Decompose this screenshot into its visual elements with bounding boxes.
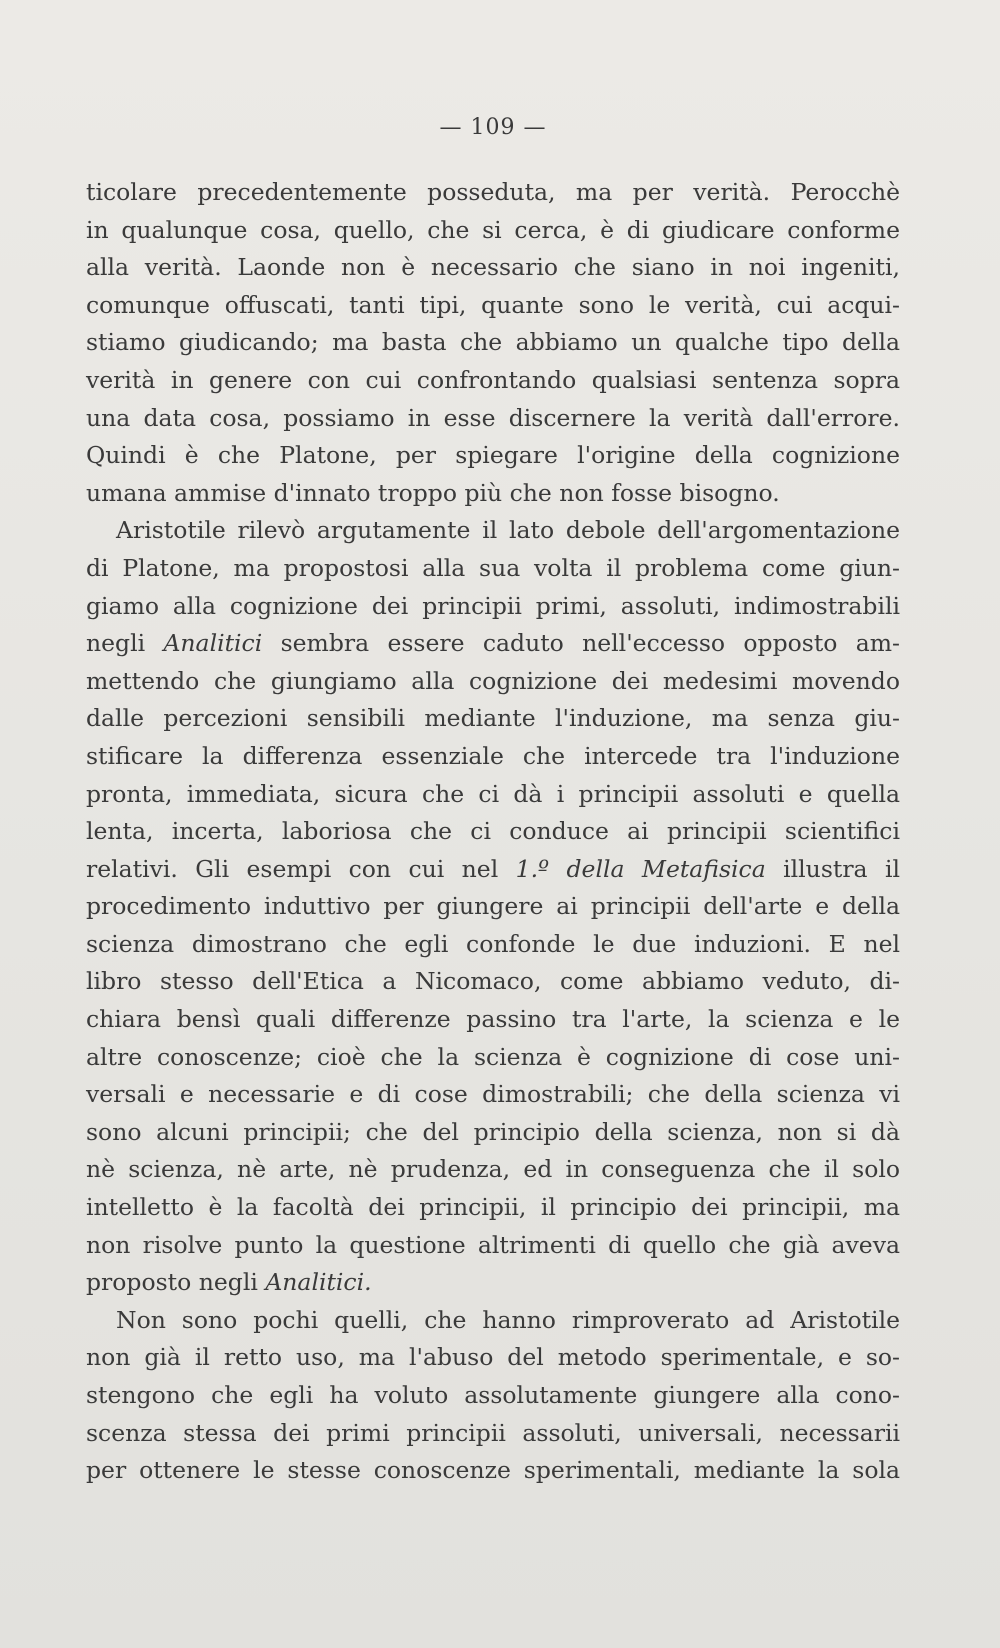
italic-title: 1.º della Metafisica xyxy=(515,854,766,883)
text-line: nè scienza, nè arte, nè prudenza, ed in conseguenza che il solo xyxy=(86,1155,900,1184)
text-line: pronta, immediata, sicura che ci dà i principii assoluti e quella xyxy=(86,779,900,808)
text-line: intelletto è la facoltà dei principii, il principio dei principii, ma xyxy=(86,1193,900,1222)
text-line: non risolve punto la questione altrimenti di quello che già aveva xyxy=(86,1230,900,1259)
text-run: illustra il xyxy=(765,854,900,883)
text-line: stificare la differenza essenziale che intercede tra l'induzione xyxy=(86,741,900,770)
text-line: stengono che egli ha voluto assolutamente giungere alla cono- xyxy=(86,1381,900,1409)
text-line: versali e necessarie e di cose dimostrabili; che della scienza vi xyxy=(86,1080,900,1109)
text-line: Quindi è che Platone, per spiegare l'origine della cognizione xyxy=(86,441,900,470)
text-line: lenta, incerta, laboriosa che ci conduce ai principii scientifici xyxy=(86,817,900,846)
text-line: altre conoscenze; cioè che la scienza è cognizione di cose uni- xyxy=(86,1042,900,1071)
text-line: chiara bensì quali differenze passino tra l'arte, la scienza e le xyxy=(86,1005,900,1034)
text-line: stiamo giudicando; ma basta che abbiamo un qualche tipo della xyxy=(86,328,900,357)
text-line: per ottenere le stesse conoscenze sperimentali, mediante la sola xyxy=(86,1456,900,1485)
paragraph-2 xyxy=(86,512,900,1301)
text-line: Aristotile rilevò argutamente il lato debole dell'argomentazione xyxy=(116,516,900,545)
text-line: in qualunque cosa, quello, che si cerca, è di giudicare conforme xyxy=(86,215,900,244)
italic-title: Analitici xyxy=(163,629,263,658)
text-line: umana ammise d'innato troppo più che non fosse bisogno. xyxy=(86,478,780,507)
text-line: di Platone, ma propostosi alla sua volta il problema come giun- xyxy=(86,553,900,582)
text-run: relativi. Gli esempi con cui nel xyxy=(86,854,516,883)
page-number: — 109 — xyxy=(439,115,547,140)
text-line: non già il retto uso, ma l'abuso del metodo sperimentale, e so- xyxy=(86,1343,900,1372)
text-line: giamo alla cognizione dei principii primi, assoluti, indimostrabili xyxy=(86,591,900,620)
italic-title: Analitici. xyxy=(265,1268,372,1297)
text-line: una data cosa, possiamo in esse discernere la verità dall'errore. xyxy=(86,403,900,432)
paragraph-1 xyxy=(86,174,900,512)
paragraph-3 xyxy=(86,1302,900,1490)
text-line: scienza dimostrano che egli confonde le due induzioni. E nel xyxy=(86,929,900,958)
text-line: alla verità. Laonde non è necessario che siano in noi ingeniti, xyxy=(86,253,900,282)
text-line-with-italic xyxy=(86,851,900,889)
text-line: scenza stessa dei primi principii assoluti, universali, necessarii xyxy=(86,1418,900,1447)
text-line: comunque offuscati, tanti tipi, quante sono le verità, cui acqui- xyxy=(86,290,900,319)
text-line: ticolare precedentemente posseduta, ma per verità. Perocchè xyxy=(86,178,900,206)
text-run: sembra essere caduto nell'eccesso opposto am- xyxy=(262,629,900,658)
text-line: mettendo che giungiamo alla cognizione dei medesimi movendo xyxy=(86,666,900,695)
text-line-with-italic xyxy=(86,625,900,663)
text-line-with-italic xyxy=(86,1264,900,1302)
text-run: proposto negli xyxy=(86,1268,266,1297)
text-line: Non sono pochi quelli, che hanno rimproverato ad Aristotile xyxy=(116,1305,900,1334)
text-run: negli xyxy=(86,629,164,658)
text-line: procedimento induttivo per giungere ai principii dell'arte e della xyxy=(86,892,900,921)
text-line: verità in genere con cui confrontando qualsiasi sentenza sopra xyxy=(86,365,900,394)
text-line: dalle percezioni sensibili mediante l'induzione, ma senza giu- xyxy=(86,704,900,733)
text-line: sono alcuni principii; che del principio della scienza, non si dà xyxy=(86,1117,900,1146)
text-line: libro stesso dell'Etica a Nicomaco, come abbiamo veduto, di- xyxy=(86,967,900,996)
